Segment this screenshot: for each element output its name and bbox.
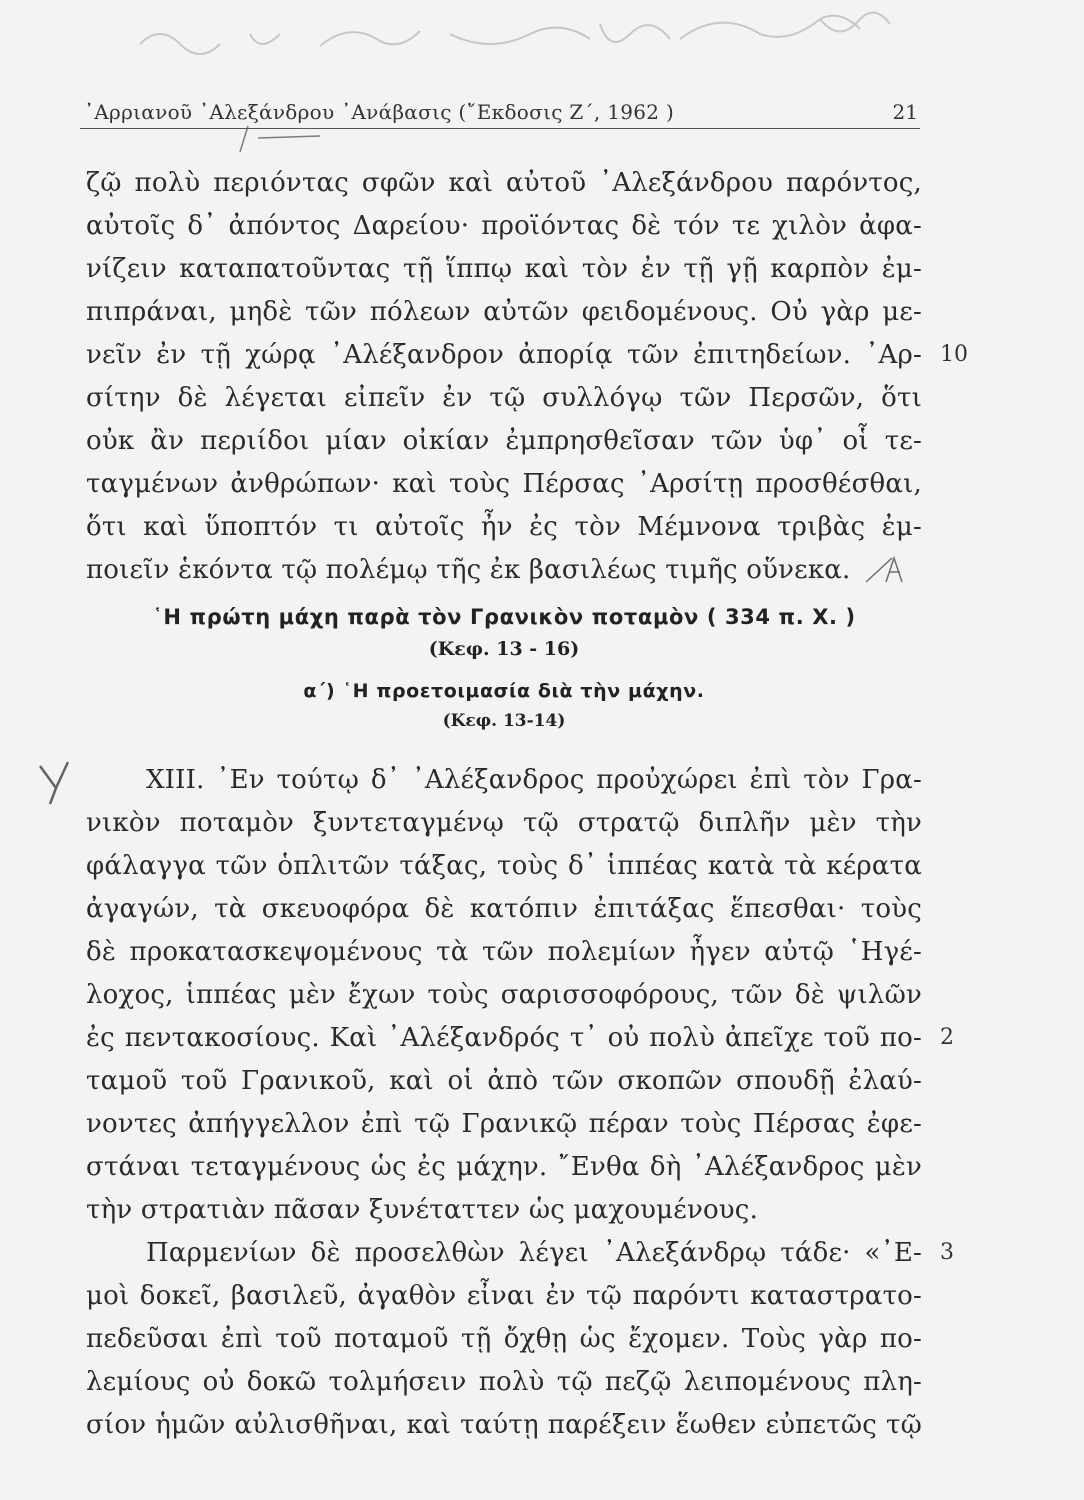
page-number: 21	[892, 100, 918, 124]
text-line: σίον ἡμῶν αὐλισθῆναι, καὶ ταύτῃ παρέξειν ἕωθεν εὐπετῶς τῷ	[86, 1410, 922, 1440]
chapter-reference: (Κεφ. 13 - 16)	[428, 638, 580, 660]
text-line: φάλαγγα τῶν ὁπλιτῶν τάξας, τοὺς δ᾿ ἱππέας κατὰ τὰ κέρατα	[86, 851, 922, 881]
sub-chapter-reference: (Κεφ. 13-14)	[442, 711, 566, 731]
text-line: Παρμενίων δὲ προσελθὼν λέγει ᾿Αλεξάνδρῳ τάδε· «᾿Ε-	[146, 1238, 922, 1268]
section-title: ῾Η πρώτη μάχη παρὰ τὸν Γρανικὸν ποταμὸν ( 334 π. Χ. )	[152, 605, 856, 629]
pen-underline	[228, 124, 328, 164]
margin-line-number: 10	[940, 342, 968, 367]
text-line: λοχος, ἱππέας μὲν ἔχων τοὺς σαρισσοφόρους, τῶν δὲ ψιλῶν	[86, 980, 922, 1010]
text-line: ποιεῖν ἑκόντα τῷ πολέμῳ τῆς ἐκ βασιλέως τιμῆς οὕνεκα.	[86, 555, 851, 585]
text-line: ὅτι καὶ ὕποπτόν τι αὐτοῖς ἦν ἐς τὸν Μέμνονα τριβὰς ἐμ-	[86, 512, 922, 542]
text-line: XIII. ᾿Εν τούτῳ δ᾿ ᾿Αλέξανδρος προὐχώρει ἐπὶ τὸν Γρα-	[146, 765, 922, 795]
text-line: ταγμένων ἀνθρώπων· καὶ τοὺς Πέρσας ᾿Αρσίτῃ προσθέσθαι,	[86, 469, 922, 499]
text-line: πιπράναι, μηδὲ τῶν πόλεων αὐτῶν φειδομένους. Οὐ γὰρ με-	[86, 297, 922, 327]
running-title: ᾿Αρριανοῦ ᾿Αλεξάνδρου ᾿Ανάβασις (῎Εκδοσις Ζ΄, 1962 )	[84, 100, 675, 124]
text-line: νίζειν καταπατοῦντας τῇ ἵππῳ καὶ τὸν ἐν τῇ γῇ καρπὸν ἐμ-	[86, 254, 922, 284]
text-line: ἐς πεντακοσίους. Καὶ ᾿Αλέξανδρός τ᾿ οὐ πολὺ ἀπεῖχε τοῦ πο-	[86, 1023, 922, 1053]
margin-section-number: 3	[940, 1240, 954, 1265]
pen-tick-mark	[34, 758, 74, 808]
text-line: μοὶ δοκεῖ, βασιλεῦ, ἀγαθὸν εἶναι ἐν τῷ παρόντι καταστρατο-	[86, 1281, 922, 1311]
text-line: τὴν στρατιὰν πᾶσαν ξυνέταττεν ὡς μαχουμένους.	[86, 1195, 759, 1225]
margin-section-number: 2	[940, 1025, 954, 1050]
text-line: δὲ προκατασκεψομένους τὰ τῶν πολεμίων ἦγεν αὐτῷ ῾Ηγέ-	[86, 937, 922, 967]
text-line: πεδεῦσαι ἐπὶ τοῦ ποταμοῦ τῇ ὄχθῃ ὡς ἔχομεν. Τοὺς γὰρ πο-	[86, 1324, 922, 1354]
text-line: στάναι τεταγμένους ὡς ἐς μάχην. ῎Ενθα δὴ ᾿Αλέξανδρος μὲν	[86, 1152, 922, 1182]
text-line: νικὸν ποταμὸν ξυντεταγμένῳ τῷ στρατῷ διπλῆν μὲν τὴν	[86, 808, 922, 838]
text-line: νοντες ἀπήγγελλον ἐπὶ τῷ Γρανικῷ πέραν τοὺς Πέρσας ἐφε-	[86, 1109, 922, 1139]
text-line: σίτην δὲ λέγεται εἰπεῖν ἐν τῷ συλλόγῳ τῶν Περσῶν, ὅτι	[86, 383, 922, 413]
text-line: ζῷ πολὺ περιόντας σφῶν καὶ αὐτοῦ ᾿Αλεξάνδρου παρόντος,	[86, 168, 922, 198]
section-subtitle: α΄) ῾Η προετοιμασία διὰ τὴν μάχην.	[303, 680, 705, 702]
pen-mark	[862, 552, 912, 588]
text-line: αὐτοῖς δ᾿ ἀπόντος Δαρείου· προϊόντας δὲ τόν τε χιλὸν ἀφα-	[86, 211, 922, 241]
text-line: ἀγαγών, τὰ σκευοφόρα δὲ κατόπιν ἐπιτάξας ἕπεσθαι· τοὺς	[86, 894, 922, 924]
text-line: ταμοῦ τοῦ Γρανικοῦ, καὶ οἱ ἀπὸ τῶν σκοπῶν σπουδῇ ἐλαύ-	[86, 1066, 922, 1096]
text-line: οὐκ ἂν περιίδοι μίαν οἰκίαν ἐμπρησθεῖσαν τῶν ὑφ᾿ οἷ τε-	[86, 426, 922, 456]
running-head	[80, 98, 920, 129]
text-line: νεῖν ἐν τῇ χώρᾳ ᾿Αλέξανδρον ἀπορίᾳ τῶν ἐπιτηδείων. ᾿Αρ-	[86, 340, 922, 370]
text-line: λεμίους οὐ δοκῶ τολμήσειν πολὺ τῷ πεζῷ λειπομένους πλη-	[86, 1367, 922, 1397]
handwritten-scribble	[120, 4, 920, 64]
